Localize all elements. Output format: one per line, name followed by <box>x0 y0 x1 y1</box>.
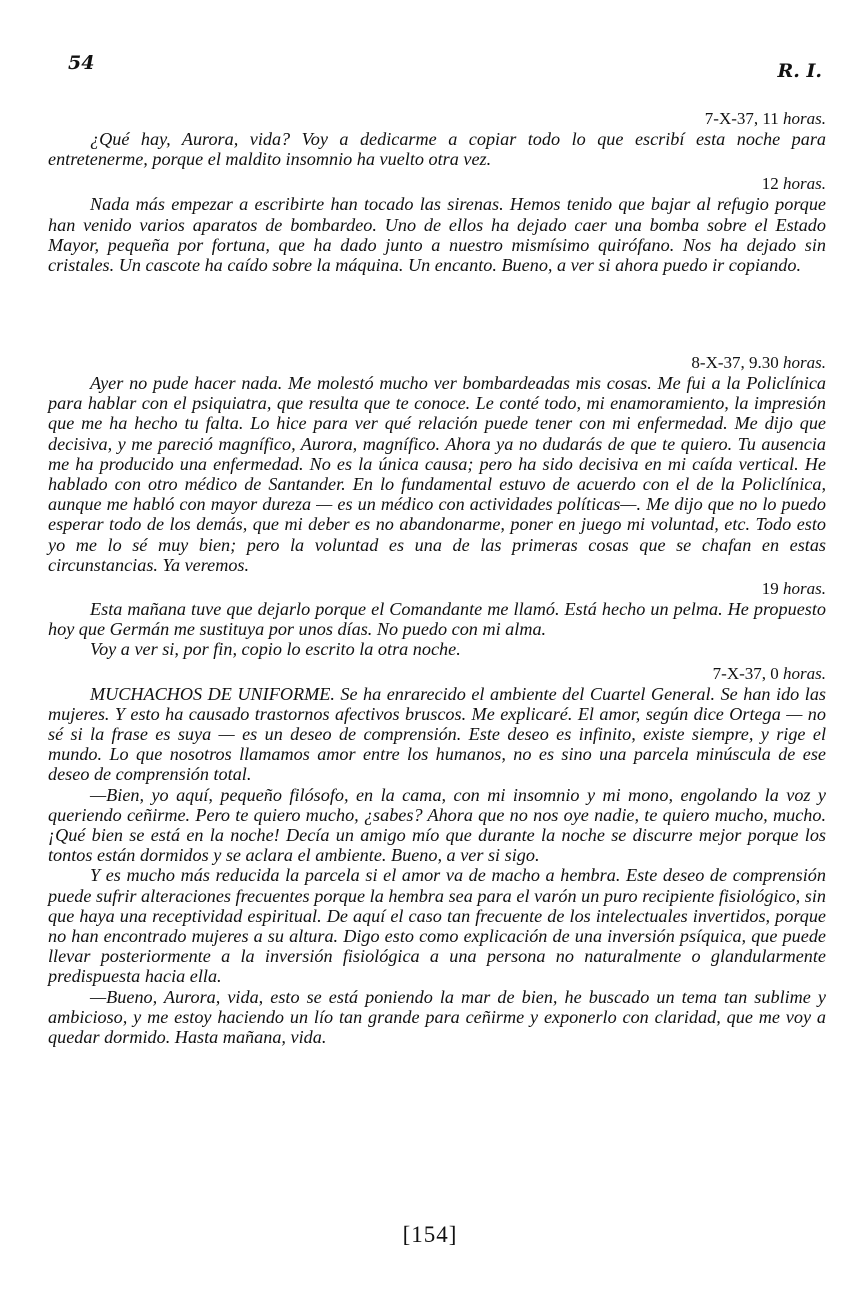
entry-date: 8-X-37, <box>691 353 745 372</box>
entry-date: 7-X-37, <box>704 109 759 128</box>
entry-paragraph: MUCHACHOS DE UNIFORME. Se ha enrarecido el ambiente del Cuartel General. Se han ido las mujeres. Y esto ha causado trastornos afectivos bruscos. Me explicaré. El amor, según dice Ortega — no sé si la frase es suya — es un deseo de comprensión. Este deseo es infinito, existe siempre, y rige el mundo. Lo que nosotros llamamos amor entre los humanos, no es sino una parcela minúscula de ese deseo de comprensión total. <box>48 683 826 785</box>
entry-dateline <box>48 352 826 373</box>
entry-time: 9.30 <box>749 353 779 372</box>
entry-paragraph: ¿Qué hay, Aurora, vida? Voy a dedicarme a copiar todo lo que escribí esta noche para entretenerme, porque el maldito insomnio ha vuelto otra vez. <box>48 129 826 170</box>
entry-dateline <box>48 663 826 684</box>
entry-hours-label: horas. <box>783 663 826 683</box>
entry-paragraph: —Bueno, Aurora, vida, esto se está poniendo la mar de bien, he buscado un tema tan sublime y ambicioso, y me estoy haciendo un lío tan grande para ceñirme y exponerlo con claridad, que me voy a quedar dormido. Hasta mañana, vida. <box>48 986 826 1048</box>
entry-paragraph: Nada más empezar a escribirte han tocado las sirenas. Hemos tenido que bajar al refugio porque han venido varios aparatos de bombardeo. Uno de ellos ha dejado caer una bomba sobre el Estado Mayor, pequeña por fortuna, que ha dado junto a nuestro mismísimo quirófano. Nos ha dejado sin cristales. Un cascote ha caído sobre la máquina. Un encanto. Bueno, a ver si ahora puedo ir copiando. <box>48 194 826 276</box>
entry-dateline <box>48 578 826 599</box>
diary-block-1 <box>48 108 826 275</box>
entry-date: 7-X-37, <box>712 663 767 683</box>
page-number: 54 <box>68 52 95 74</box>
entry-hours-label: horas. <box>783 353 826 372</box>
diary-block-2 <box>48 352 826 1047</box>
entry-dateline <box>48 108 826 129</box>
entry-hours-label: horas. <box>783 109 826 128</box>
entry-time: 0 <box>770 663 779 683</box>
entry-paragraph: Y es mucho más reducida la parcela si el amor va de macho a hembra. Este deseo de comprensión puede sufrir alteraciones frecuentes porque la hembra sea para el varón un puro recipiente fisiológico, sin que haya una receptividad espiritual. De aquí el caso tan frecuente de los intelectuales invertidos, porque no han encontrado mujeres a su altura. Digo esto como explicación de una inversión psíquica, que puede llevar posteriormente a la inversión fisiológica a una persona no naturalmente o glandularmente predispuesta hacia ella. <box>48 865 826 987</box>
entry-time: 11 <box>762 109 779 128</box>
entry-dateline <box>48 173 826 194</box>
entry-hours-label: horas. <box>783 579 826 599</box>
folio-number: [154] <box>402 1222 458 1247</box>
entry-paragraph: —Bien, yo aquí, pequeño filósofo, en la cama, con mi insomnio y mi mono, engolando la voz y queriendo ceñirme. Pero te quiero mucho, ¿sabes? Ahora que no nos oye nadie, te quiero mucho, mucho. ¡Qué bien se está en la noche! Decía un amigo mío que durante la noche se discurre mejor porque los tontos están dormidos y se aclara el ambiente. Bueno, a ver si sigo. <box>48 784 826 866</box>
entry-paragraph: Esta mañana tuve que dejarlo porque el Comandante me llamó. Está hecho un pelma. He propuesto hoy que Germán me sustituya por unos días. No puedo con mi alma. <box>48 599 826 640</box>
running-head: R. I. <box>777 60 822 82</box>
entry-time: 12 <box>761 174 779 194</box>
entry-time: 19 <box>761 579 779 599</box>
entry-paragraph: Ayer no pude hacer nada. Me molestó mucho ver bombardeadas mis cosas. Me fui a la Policlínica para hablar con el psiquiatra, que resulta que te conoce. Le conté todo, mi enamoramiento, la impresión que me ha hecho tu falta. Lo hice para ver qué relación puede tener con mi enfermedad. Me dijo que decisiva, y me pareció magnífico, Aurora, magnífico. Ahora ya no dudarás de que te quiero. Tu ausencia me ha producido una enfermedad. No es la única causa; pero ha sido decisiva en mi caída vertical. He hablado con otro médico de Santander. En lo fundamental estuvo de acuerdo con el de la Policlínica, aunque me habló con mayor dureza — es un médico con actividades políticas—. Me dijo que no lo puedo esperar todo de los demás, que mi deber es no abandonarme, poner en juego mi voluntad, etc. Todo esto yo me lo sé muy bien; pero la voluntad es una de las primeras cosas que se chafan en estas circunstancias. Ya veremos. <box>48 373 826 575</box>
entry-paragraph: Voy a ver si, por fin, copio lo escrito la otra noche. <box>90 639 461 660</box>
entry-hours-label: horas. <box>783 174 826 194</box>
